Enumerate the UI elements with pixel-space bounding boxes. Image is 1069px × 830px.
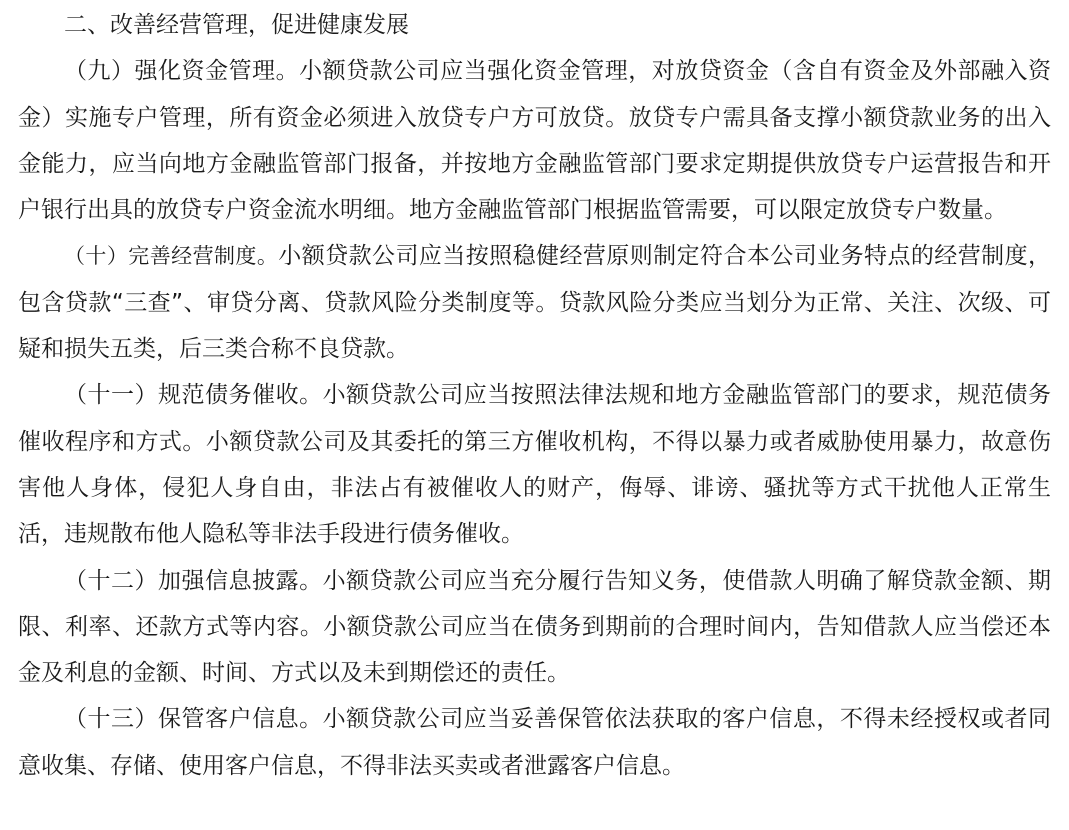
paragraph-body: 小额贷款公司应当充分履行告知义务，使借款人明确了解贷款金额、期限、利率、还款方式等内容。小额贷款公司应当在债务到期前的合理时间内，告知借款人应当偿还本金及利息的金额、时间、方式以及未到期偿还的责任。 <box>18 567 1052 687</box>
paragraph-information-disclosure <box>18 558 1051 697</box>
paragraph-customer-information <box>18 696 1051 789</box>
paragraph-title: （十三）保管客户信息。 <box>64 706 323 733</box>
paragraph-capital-management <box>18 48 1051 233</box>
paragraph-body: 小额贷款公司应当强化资金管理，对放贷资金（含自有资金及外部融入资金）实施专户管理，所有资金必须进入放贷专户方可放贷。放贷专户需具备支撑小额贷款业务的出入金能力，应当向地方金融监管部门报备，并按地方金融监管部门要求定期提供放贷专户运营报告和开户银行出具的放贷专户资金流水明细。地方金融监管部门根据监管需要，可以限定放贷专户数量。 <box>18 58 1052 224</box>
paragraph-operating-system <box>18 233 1051 372</box>
section-heading: 二、改善经营管理，促进健康发展 <box>64 12 409 38</box>
paragraph-body: 小额贷款公司应当按照法律法规和地方金融监管部门的要求，规范债务催收程序和方式。小额贷款公司及其委托的第三方催收机构，不得以暴力或者威胁使用暴力，故意伤害他人身体，侵犯人身自由，非法占有被催收人的财产，侮辱、诽谤、骚扰等方式干扰他人正常生活，违规散布他人隐私等非法手段进行债务催收。 <box>18 382 1052 548</box>
paragraph-title: （九）强化资金管理。 <box>64 58 300 85</box>
paragraph-title: （十一）规范债务催收。 <box>64 382 323 409</box>
paragraph-body: 小额贷款公司应当妥善保管依法获取的客户信息，不得未经授权或者同意收集、存储、使用客户信息，不得非法买卖或者泄露客户信息。 <box>18 706 1052 779</box>
paragraph-title: （十）完善经营制度。 <box>64 244 279 269</box>
paragraph-debt-collection <box>18 372 1051 557</box>
paragraph-title: （十二）加强信息披露。 <box>64 567 323 594</box>
paragraph-body: 小额贷款公司应当按照稳健经营原则制定符合本公司业务特点的经营制度，包含贷款“三查”、审贷分离、贷款风险分类制度等。贷款风险分类应当划分为正常、关注、次级、可疑和损失五类，后三类合称不良贷款。 <box>18 243 1052 363</box>
